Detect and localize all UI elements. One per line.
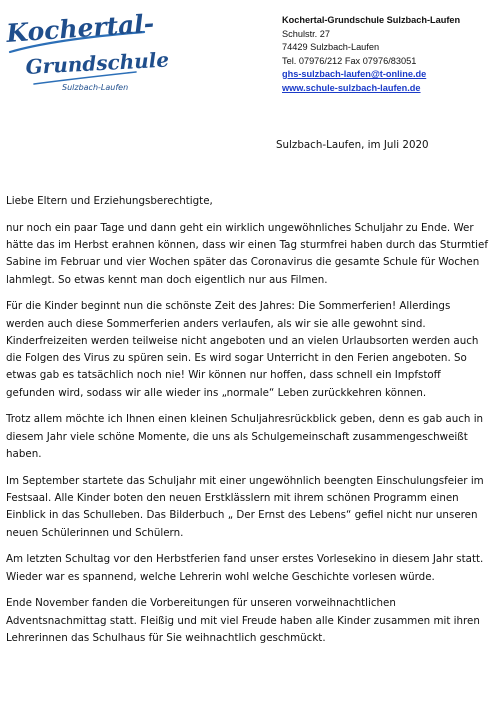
letter-paragraph: Am letzten Schultag vor den Herbstferien fand unser erstes Vorlesekino in diesem Jahr statt. Wieder war es spannend, welche Lehrerin wohl welche Geschichte vorlesen würde. [6, 553, 484, 583]
school-street: Schulstr. 27 [282, 28, 331, 39]
school-phone-fax: Tel. 07976/212 Fax 07976/83051 [282, 55, 417, 66]
school-address-block [282, 14, 460, 95]
school-city: 74429 Sulzbach-Laufen [282, 42, 380, 52]
letter-paragraph: Ende November fanden die Vorbereitungen für unseren vorweihnachtlichen Adventsnachmittag statt. Fleißig und mit viel Freude haben alle Kinder zusammen mit ihren Lehrerinnen das Schulhaus für Sie weihnachtlich geschmückt. [6, 597, 480, 644]
logo-line2: Grundschule [25, 47, 170, 79]
letter-paragraph: Trotz allem möchte ich Ihnen einen kleinen Schuljahresrückblick geben, denn es gab auch in diesem Jahr viele schöne Momente, die uns als Schulgemeinschaft zusammengeschweißt haben. [6, 413, 484, 461]
letter-paragraph: Im September startete das Schuljahr mit einer ungewöhnlich beengten Einschulungsfeier im Festsaal. Alle Kinder boten den neuen Erstklässlern mit ihrem schönen Programm einen Einblick in das Schulleben. Das Bilderbuch „ Der Ernst des Lebens“ gefiel nicht nur unseren neuen Schülerinnen und Schülern. [6, 474, 484, 539]
logo-line1: Kochertal- [5, 8, 156, 48]
school-email-link[interactable]: ghs-sulzbach-laufen@t-online.de [282, 69, 427, 79]
letter-date: Sulzbach-Laufen, im Juli 2020 [276, 139, 429, 151]
school-name: Kochertal-Grundschule Sulzbach-Laufen [282, 15, 461, 25]
letter-body [6, 193, 490, 657]
logo-line3: Sulzbach-Laufen [62, 83, 129, 92]
school-website-link[interactable]: www.schule-sulzbach-laufen.de [282, 82, 421, 93]
letter-paragraph: Für die Kinder beginnt nun die schönste Zeit des Jahres: Die Sommerferien! Allerdings werden auch diese Sommerferien anders verlaufen, als wir sie alle gewohnt sind. Kinderfreizeiten werden teilweise nicht angeboten und an vielen Urlaubsorten werden auch die Folgen des Virus zu spüren sein. Es wird sogar Unterricht in den Ferien angeboten. So etwas gab es tatsächlich noch nie! Wir können nur hoffen, dass schnell ein Impfstoff gefunden wird, sodass wir alle wieder ins „normale“ Leben zurückkehren können. [6, 300, 479, 399]
school-logo-graphic [4, 6, 170, 106]
letter-paragraph: nur noch ein paar Tage und dann geht ein wirklich ungewöhnliches Schuljahr zu Ende. Wer hätte das im Herbst erahnen können, dass wir einen Tag sturmfrei haben durch das Sturmtief Sabine im Februar und vier Wochen später das Coronavirus die gesamte Schule für Wochen lahmlegt. So etwas kennt man doch eigentlich nur aus Filmen. [6, 221, 488, 286]
letter-greeting: Liebe Eltern und Erziehungsberechtigte, [6, 195, 213, 207]
school-logo [4, 6, 170, 106]
